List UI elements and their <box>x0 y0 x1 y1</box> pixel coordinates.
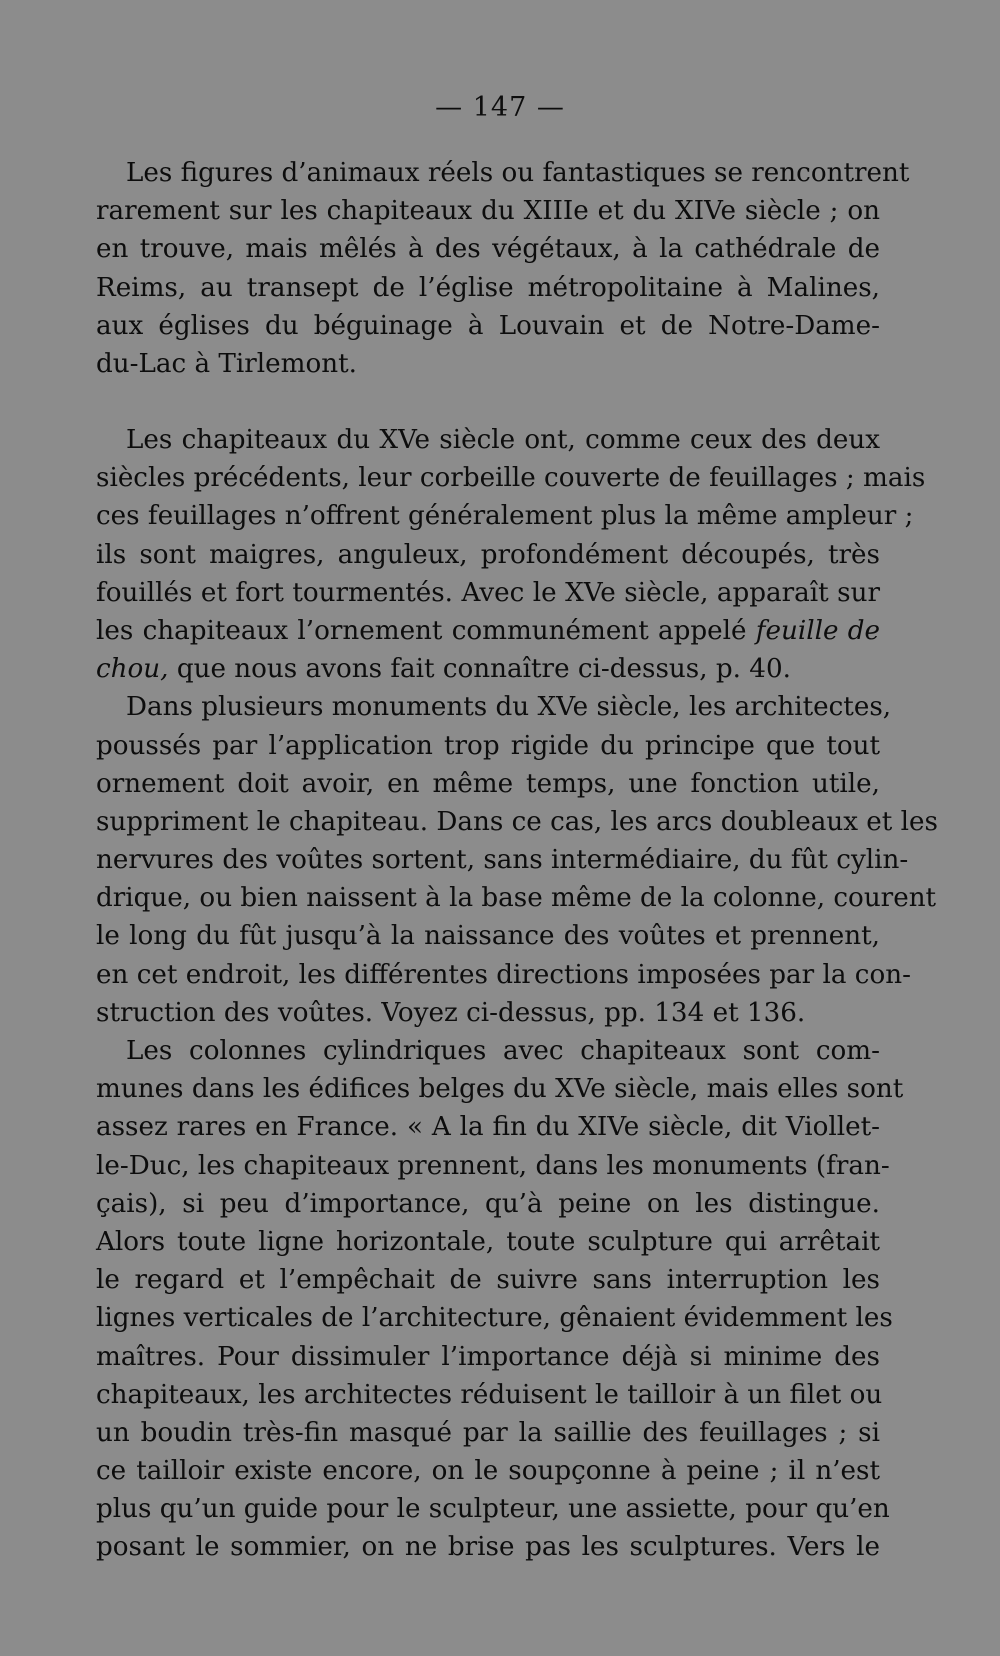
text-line: Les figures d’animaux réels ou fantastiques se rencontrent <box>126 158 910 188</box>
text-line: en trouve, mais mêlés à des végétaux, à la cathédrale de <box>96 234 880 265</box>
italic-term: feuille de <box>755 615 880 646</box>
text-line: lignes verticales de l’architecture, gênaient évidemment les <box>96 1303 893 1334</box>
text-line: nervures des voûtes sortent, sans intermédiaire, du fût cylin- <box>96 845 909 876</box>
text-line: assez rares en France. « A la fin du XIVe siècle, dit Viollet- <box>96 1112 880 1143</box>
text-segment: que nous avons fait connaître ci-dessus, p. 40. <box>176 654 791 685</box>
text-line: ils sont maigres, anguleux, profondément découpés, très <box>96 539 880 570</box>
text-line: suppriment le chapiteau. Dans ce cas, les arcs doubleaux et les <box>96 806 938 837</box>
text-line: Reims, au transept de l’église métropolitaine à Malines, <box>96 272 880 303</box>
paragraph-suppressed-capital <box>96 688 938 1032</box>
text-line: struction des voûtes. Voyez ci-dessus, pp. 134 et 136. <box>96 997 806 1028</box>
page-number: — 147 — <box>435 92 565 123</box>
text-line: posant le sommier, on ne brise pas les sculptures. Vers le <box>96 1532 880 1563</box>
paragraph-animal-figures <box>96 154 910 383</box>
text-line: Alors toute ligne horizontale, toute sculpture qui arrêtait <box>96 1226 880 1257</box>
text-line: un boudin très-fin masqué par la saillie des feuillages ; si <box>96 1417 880 1448</box>
text-line-with-italic <box>96 650 880 688</box>
text-line: aux églises du béguinage à Louvain et de Notre-Dame- <box>96 310 880 341</box>
text-line: poussés par l’application trop rigide du principe que tout <box>96 730 880 761</box>
body-text-column <box>96 421 938 1567</box>
paragraph-fifteenth-century-capitals <box>96 421 926 688</box>
text-line: Les chapiteaux du XVe siècle ont, comme ceux des deux <box>126 425 880 455</box>
italic-term: chou, <box>96 654 169 685</box>
text-line: ce tailloir existe encore, on le soupçonne à peine ; il n’est <box>96 1456 880 1487</box>
text-line: maîtres. Pour dissimuler l’importance déjà si minime des <box>96 1341 880 1372</box>
text-line: le long du fût jusqu’à la naissance des voûtes et prennent, <box>96 921 880 952</box>
text-line: rarement sur les chapiteaux du XIIIe et du XIVe siècle ; on <box>96 196 880 227</box>
text-line: çais), si peu d’importance, qu’à peine on les distingue. <box>96 1188 880 1219</box>
text-line: Les colonnes cylindriques avec chapiteaux sont com- <box>126 1036 880 1066</box>
text-line: chapiteaux, les architectes réduisent le tailloir à un filet ou <box>96 1379 883 1410</box>
text-line: du-Lac à Tirlemont. <box>96 348 357 379</box>
text-line: Dans plusieurs monuments du XVe siècle, les architectes, <box>126 692 892 723</box>
text-line: en cet endroit, les différentes directions imposées par la con- <box>96 959 911 990</box>
text-line: le regard et l’empêchait de suivre sans interruption les <box>96 1265 880 1296</box>
text-line: munes dans les édifices belges du XVe siècle, mais elles sont <box>96 1074 904 1105</box>
text-line: le-Duc, les chapiteaux prennent, dans les monuments (fran- <box>96 1150 890 1181</box>
text-line: ces feuillages n’offrent généralement plus la même ampleur ; <box>96 501 914 532</box>
text-line-with-italic <box>96 612 880 650</box>
text-segment: les chapiteaux l’ornement communément appelé <box>96 615 747 646</box>
text-line: siècles précédents, leur corbeille couverte de feuillages ; mais <box>96 463 926 494</box>
paragraph-cylindrical-columns <box>96 1032 904 1567</box>
text-line: drique, ou bien naissent à la base même de la colonne, courent <box>96 883 937 914</box>
text-line: plus qu’un guide pour le sculpteur, une assiette, pour qu’en <box>96 1494 890 1525</box>
text-line: fouillés et fort tourmentés. Avec le XVe siècle, apparaît sur <box>96 577 880 608</box>
text-line: ornement doit avoir, en même temps, une fonction utile, <box>96 768 880 799</box>
